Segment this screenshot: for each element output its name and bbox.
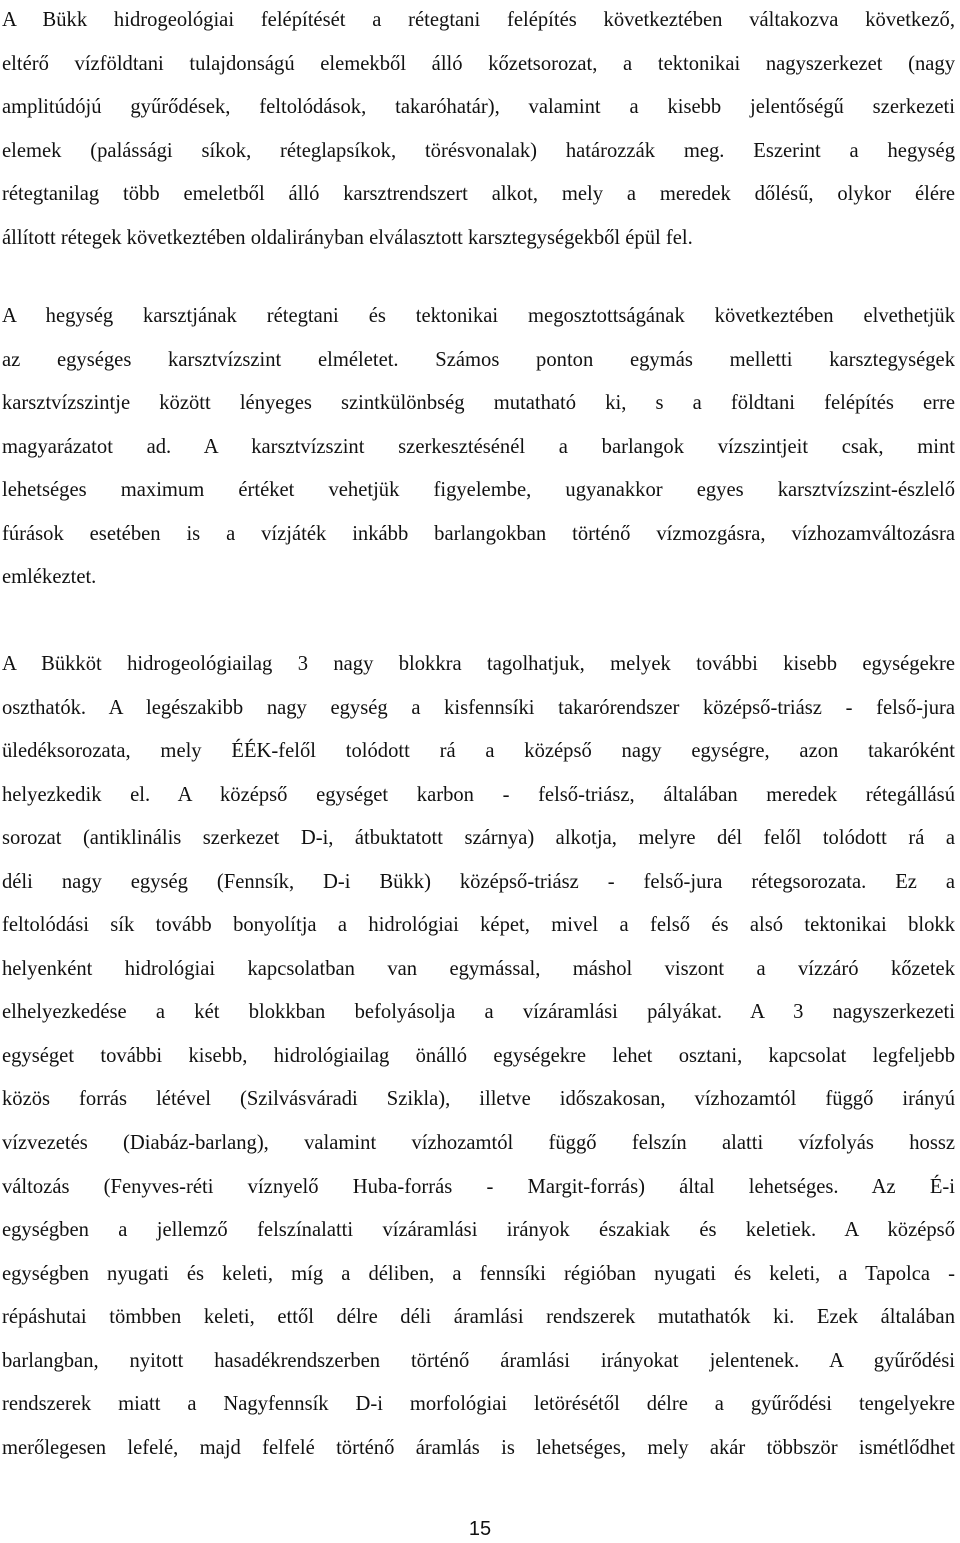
text-line: répáshutai tömbben keleti, ettől délre déli áramlási rendszerek mutathatók ki. Ezek általában — [2, 1306, 955, 1329]
text-line: A Bükköt hidrogeológiailag 3 nagy blokkra tagolhatjuk, melyek további kisebb egységekre — [2, 653, 955, 675]
text-line: déli nagy egység (Fennsík, D-i Bükk) középső-triász - felső-jura rétegsorozata. Ez a — [2, 870, 955, 893]
text-line: egységben a jellemző felszínalatti vízáramlási irányok északiak és keletiek. A középső — [2, 1219, 955, 1242]
paragraph-2 — [2, 295, 955, 600]
text-line: elhelyezkedése a két blokkban befolyásolja a vízáramlási pályákat. A 3 nagyszerkezeti — [2, 1001, 955, 1024]
text-line: sorozat (antiklinális szerkezet D-i, átbuktatott szárnya) alkotja, melyre dél felől tolódott rá a — [2, 827, 955, 850]
text-line: egységben nyugati és keleti, míg a déliben, a fennsíki régióban nyugati és keleti, a Tapolca - — [2, 1262, 955, 1285]
text-line: karsztvízszintje között lényeges szintkülönbség mutatható ki, s a földtani felépítés erre — [2, 392, 955, 415]
text-line: fúrások esetében is a vízjáték inkább barlangokban történő vízmozgásra, vízhozamváltozásra — [2, 522, 955, 545]
text-line: rétegtanilag több emeletből álló karsztrendszert alkot, mely a meredek dőlésű, olykor élére — [2, 183, 955, 206]
text-line: A hegység karsztjának rétegtani és tektonikai megosztottságának következtében elvethetjük — [2, 305, 955, 327]
text-line: feltolódási sík tovább bonyolítja a hidrológiai képet, mivel a felső és alsó tektonikai blokk — [2, 914, 955, 937]
text-line: eltérő vízföldtani tulajdonságú elemekből álló kőzetsorozat, a tektonikai nagyszerkezet (nagy — [2, 52, 955, 75]
text-line: lehetséges maximum értéket vehetjük figyelembe, ugyanakkor egyes karsztvízszint-észlelő — [2, 479, 955, 502]
text-line: helyezkedik el. A középső egységet karbon - felső-triász, általában meredek rétegállású — [2, 783, 955, 806]
text-line: amplitúdójú gyűrődések, feltolódások, takaróhatár), valamint a kisebb jelentőségű szerkezeti — [2, 96, 955, 119]
text-line: üledéksorozata, mely ÉÉK-felől tolódott rá a középső nagy egységre, azon takaróként — [2, 740, 955, 763]
text-line: emlékeztet. — [2, 566, 97, 589]
text-line: oszthatók. A legészakibb nagy egység a kisfennsíki takarórendszer középső-triász - felső-jura — [2, 696, 955, 719]
text-line: helyenként hidrológiai kapcsolatban van egymással, máshol viszont a vízzáró kőzetek — [2, 957, 955, 980]
text-line: változás (Fenyves-réti víznyelő Huba-forrás - Margit-forrás) által lehetséges. Az É-i — [2, 1175, 955, 1198]
text-line: közös forrás létével (Szilvásváradi Szikla), illetve időszakosan, vízhozamtól függő irányú — [2, 1088, 955, 1111]
text-line: magyarázatot ad. A karsztvízszint szerkesztésénél a barlangok vízszintjeit csak, mint — [2, 435, 955, 458]
text-line: A Bükk hidrogeológiai felépítését a rétegtani felépítés következtében váltakozva következő, — [2, 9, 955, 31]
page-number: 15 — [468, 1518, 492, 1540]
text-line: barlangban, nyitott hasadékrendszerben történő áramlási irányokat jelentenek. A gyűrődési — [2, 1349, 955, 1372]
text-line: egységet további kisebb, hidrológiailag önálló egységekre lehet osztani, kapcsolat legfeljebb — [2, 1044, 955, 1067]
text-line: merőlegesen lefelé, majd felfelé történő áramlás is lehetséges, mely akár többször ismétlődhet — [2, 1436, 955, 1459]
paragraph-1 — [2, 0, 955, 260]
text-line: vízvezetés (Diabáz-barlang), valamint vízhozamtól függő felszín alatti vízfolyás hossz — [2, 1132, 955, 1155]
text-line: rendszerek miatt a Nagyfennsík D-i morfológiai letörésétől délre a gyűrődési tengelyekre — [2, 1393, 955, 1416]
text-line: elemek (palássági síkok, réteglapsíkok, törésvonalak) határozzák meg. Eszerint a hegység — [2, 139, 955, 162]
text-line: az egységes karsztvízszint elméletet. Számos ponton egymás melletti karsztegységek — [2, 348, 955, 371]
text-line: állított rétegek következtében oldalirányban elválasztott karsztegységekből épül fel. — [2, 226, 693, 249]
paragraph-3 — [2, 643, 955, 1470]
